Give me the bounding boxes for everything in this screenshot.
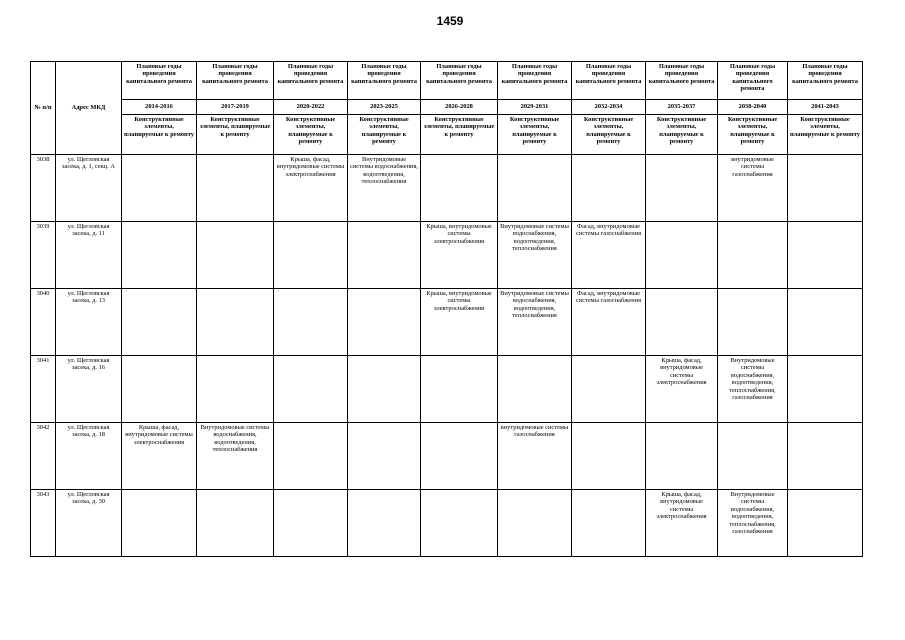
row-number: 3042: [31, 423, 56, 490]
header-years-row: [31, 100, 863, 115]
years-header: 2023-2025: [348, 100, 421, 115]
table-row: [31, 423, 863, 490]
plan-header: Плановые годы проведения капитального ремонта: [274, 62, 348, 100]
table-cell: [788, 423, 863, 490]
table-cell: [348, 356, 421, 423]
table-row: [31, 356, 863, 423]
table-row: [31, 155, 863, 222]
table-cell: [572, 490, 646, 557]
plan-header: Плановые годы проведения капитального ремонта: [788, 62, 863, 100]
table-cell: [348, 490, 421, 557]
elements-header: Конструктивные элементы, планируемые к ремонту: [421, 115, 498, 155]
table-cell: [498, 356, 572, 423]
table-cell: [788, 222, 863, 289]
table-cell: Внутридомовые системы водоснабжения, водоотведения, теплоснабжения, газоснабжения: [718, 356, 788, 423]
table-row: [31, 289, 863, 356]
years-header: 2026-2028: [421, 100, 498, 115]
table-cell: [348, 222, 421, 289]
table-cell: [122, 289, 197, 356]
table-cell: [197, 289, 274, 356]
table-cell: [718, 289, 788, 356]
table-row: [31, 490, 863, 557]
table-cell: Внутридомовые системы водоснабжения, водоотведения, теплоснабжения: [498, 289, 572, 356]
table-cell: [788, 356, 863, 423]
table-cell: Фасад, внутридомовые системы газоснабжения: [572, 222, 646, 289]
table-cell: [197, 490, 274, 557]
plan-header: Плановые годы проведения капитального ремонта: [646, 62, 718, 100]
table-cell: [348, 289, 421, 356]
elements-header: Конструктивные элементы, планируемые к ремонту: [498, 115, 572, 155]
table-cell: Крыша, внутридомовые системы электроснабжения: [421, 222, 498, 289]
elements-header: Конструктивные элементы, планируемые к ремонту: [718, 115, 788, 155]
years-header: 2017-2019: [197, 100, 274, 115]
elements-header: Конструктивные элементы, планируемые к ремонту: [646, 115, 718, 155]
table-cell: [498, 155, 572, 222]
header-plan-row: [31, 62, 863, 100]
table-cell: Крыша, фасад, внутридомовые системы электроснабжения: [274, 155, 348, 222]
row-address: ул. Щегловская засека, д. 1, секц. А: [56, 155, 122, 222]
years-header: 2041-2043: [788, 100, 863, 115]
plan-header: Плановые годы проведения капитального ремонта: [197, 62, 274, 100]
table-cell: Крыша, внутридомовые системы электроснабжения: [421, 289, 498, 356]
address-header: Адрес МКД: [56, 62, 122, 155]
table-cell: Крыша, фасад, внутридомовые системы электроснабжения: [646, 356, 718, 423]
elements-header: Конструктивные элементы, планируемые к ремонту: [348, 115, 421, 155]
table-cell: [274, 356, 348, 423]
table-cell: Фасад, внутридомовые системы газоснабжения: [572, 289, 646, 356]
table-cell: [646, 289, 718, 356]
table-cell: Крыша, фасад, внутридомовые системы электроснабжения: [122, 423, 197, 490]
table-cell: Внутридомовые системы водоснабжения, водоотведения, теплоснабжения: [348, 155, 421, 222]
table-cell: [718, 222, 788, 289]
table-cell: [122, 155, 197, 222]
table-cell: [274, 222, 348, 289]
table-cell: [788, 155, 863, 222]
table-cell: [197, 222, 274, 289]
years-header: 2035-2037: [646, 100, 718, 115]
plan-header: Плановые годы проведения капитального ремонта: [498, 62, 572, 100]
header-elements-row: [31, 115, 863, 155]
table-cell: [122, 356, 197, 423]
plan-header: Плановые годы проведения капитального ремонта: [122, 62, 197, 100]
plan-header: Плановые годы проведения капитального ремонта: [421, 62, 498, 100]
row-address: ул. Щегловская засека, д. 16: [56, 356, 122, 423]
table-cell: [788, 490, 863, 557]
elements-header: Конструктивные элементы, планируемые к ремонту: [122, 115, 197, 155]
table-cell: Крыша, фасад, внутридомовые системы электроснабжения: [646, 490, 718, 557]
row-number: 3038: [31, 155, 56, 222]
row-address: ул. Щегловская засека, д. 11: [56, 222, 122, 289]
plan-header: Плановые годы проведения капитального ремонта: [718, 62, 788, 100]
table-cell: [274, 423, 348, 490]
table-cell: [197, 155, 274, 222]
table-cell: [421, 423, 498, 490]
table-cell: Внутридомовые системы водоснабжения, водоотведения, теплоснабжения: [498, 222, 572, 289]
elements-header: Конструктивные элементы, планируемые к ремонту: [197, 115, 274, 155]
table-cell: [421, 356, 498, 423]
table-cell: [572, 356, 646, 423]
table-cell: [197, 356, 274, 423]
table-cell: [122, 490, 197, 557]
table-cell: Внутридомовые системы водоснабжения, водоотведения, теплоснабжения, газоснабжения: [718, 490, 788, 557]
row-address: ул. Щегловская засека, д. 13: [56, 289, 122, 356]
elements-header: Конструктивные элементы, планируемые к ремонту: [572, 115, 646, 155]
table-cell: [421, 490, 498, 557]
table-cell: [718, 423, 788, 490]
table-cell: [122, 222, 197, 289]
row-number: 3043: [31, 490, 56, 557]
years-header: 2038-2040: [718, 100, 788, 115]
years-header: 2029-2031: [498, 100, 572, 115]
table-cell: [646, 222, 718, 289]
row-address: ул. Щегловская засека, д. 30: [56, 490, 122, 557]
row-address: ул. Щегловская засека, д. 18: [56, 423, 122, 490]
table-cell: [572, 155, 646, 222]
num-header: № п/п: [31, 62, 56, 155]
page-number: 1459: [436, 14, 464, 28]
row-number: 3039: [31, 222, 56, 289]
capital-repair-table: [30, 61, 863, 557]
elements-header: Конструктивные элементы, планируемые к ремонту: [274, 115, 348, 155]
table-cell: [274, 490, 348, 557]
elements-header: Конструктивные элементы, планируемые к ремонту: [788, 115, 863, 155]
table-cell: [274, 289, 348, 356]
years-header: 2032-2034: [572, 100, 646, 115]
table-cell: [646, 155, 718, 222]
plan-header: Плановые годы проведения капитального ремонта: [572, 62, 646, 100]
table-cell: [498, 490, 572, 557]
row-number: 3041: [31, 356, 56, 423]
table-cell: внутридомовые системы газоснабжения: [718, 155, 788, 222]
table-cell: [788, 289, 863, 356]
table-row: [31, 222, 863, 289]
table-cell: [646, 423, 718, 490]
table-cell: [572, 423, 646, 490]
row-number: 3040: [31, 289, 56, 356]
plan-header: Плановые годы проведения капитального ремонта: [348, 62, 421, 100]
years-header: 2014-2016: [122, 100, 197, 115]
years-header: 2020-2022: [274, 100, 348, 115]
table-cell: внутридомовые системы газоснабжения: [498, 423, 572, 490]
table-cell: [421, 155, 498, 222]
table-cell: [348, 423, 421, 490]
table-cell: Внутридомовые системы водоснабжения, водоотведения, теплоснабжения: [197, 423, 274, 490]
